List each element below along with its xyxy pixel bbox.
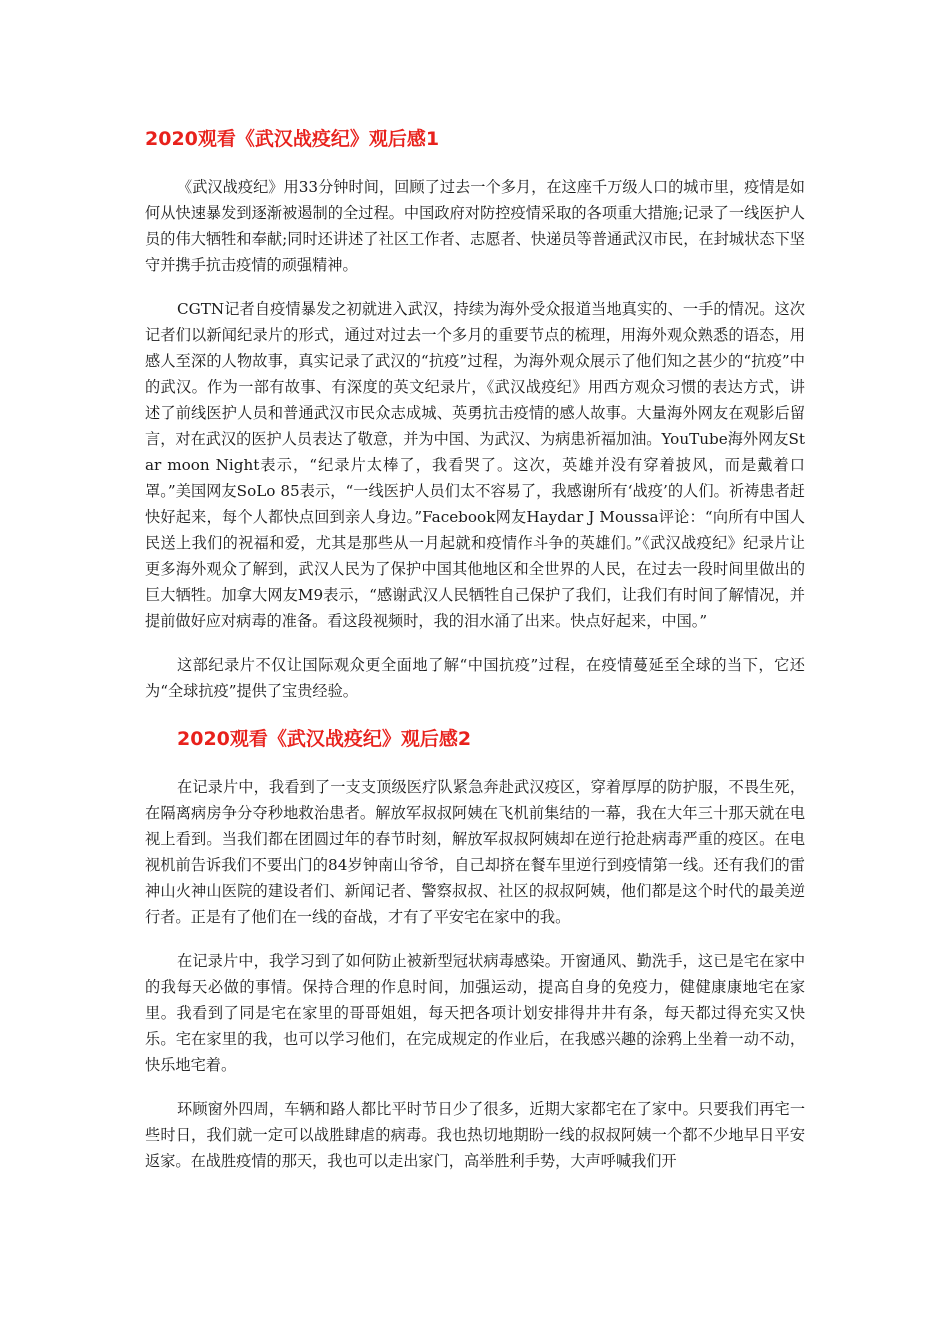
section-2-paragraph: 在记录片中，我学习到了如何防止被新型冠状病毒感染。开窗通风、勤洗手，这已是宅在家中的我每天必做的事情。保持合理的作息时间，加强运动，提高自身的免疫力，健健康康地宅在家里。我看到了同是宅在家里的哥哥姐姐，每天把各项计划安排得井井有条，每天都过得充实又快乐。宅在家里的我，也可以学习他们，在完成规定的作业后，在我感兴趣的涂鸦上坐着一动不动，快乐地宅着。	[145, 952, 805, 1074]
section-2-heading: 2020观看《武汉战疫纪》观后感2	[177, 728, 472, 750]
section-2-paragraph: 环顾窗外四周，车辆和路人都比平时节日少了很多，近期大家都宅在了家中。只要我们再宅一些时日，我们就一定可以战胜肆虐的病毒。我也热切地期盼一线的叔叔阿姨一个都不少地早日平安返家。在战胜疫情的那天，我也可以走出家门，高举胜利手势，大声呼喊我们开	[145, 1100, 805, 1170]
document-content	[145, 122, 805, 1192]
section-1-heading: 2020观看《武汉战疫纪》观后感1	[145, 128, 440, 150]
section-1-paragraph: CGTN记者自疫情暴发之初就进入武汉，持续为海外受众报道当地真实的、一手的情况。这次记者们以新闻纪录片的形式，通过对过去一个多月的重要节点的梳理，用海外观众熟悉的语态，用感人至深的人物故事，真实记录了武汉的“抗疫”过程，为海外观众展示了他们知之甚少的“抗疫”中的武汉。作为一部有故事、有深度的英文纪录片，《武汉战疫纪》用西方观众习惯的表达方式，讲述了前线医护人员和普通武汉市民众志成城、英勇抗击疫情的感人故事。大量海外网友在观影后留言，对在武汉的医护人员表达了敬意，并为中国、为武汉、为病患祈福加油。YouTube海外网友Star moon Night表示，“纪录片太棒了，我看哭了。这次，英雄并没有穿着披风，而是戴着口罩。”美国网友SoLo 85表示，“一线医护人员们太不容易了，我感谢所有‘战疫’的人们。祈祷患者赶快好起来，每个人都快点回到亲人身边。”Facebook网友Haydar J Moussa评论：“向所有中国人民送上我们的祝福和爱，尤其是那些从一月起就和疫情作斗争的英雄们。”《武汉战疫纪》纪录片让更多海外观众了解到，武汉人民为了保护中国其他地区和全世界的人民，在过去一段时间里做出的巨大牺牲。加拿大网友M9表示，“感谢武汉人民牺牲自己保护了我们，让我们有时间了解情况，并提前做好应对病毒的准备。看这段视频时，我的泪水涌了出来。快点好起来，中国。”	[145, 300, 805, 630]
section-1-paragraph: 这部纪录片不仅让国际观众更全面地了解“中国抗疫”过程，在疫情蔓延至全球的当下，它还为“全球抗疫”提供了宝贵经验。	[145, 656, 805, 700]
section-2-paragraph: 在记录片中，我看到了一支支顶级医疗队紧急奔赴武汉疫区，穿着厚厚的防护服，不畏生死，在隔离病房争分夺秒地救治患者。解放军叔叔阿姨在飞机前集结的一幕，我在大年三十那天就在电视上看到。当我们都在团圆过年的春节时刻，解放军叔叔阿姨却在逆行抢赴病毒严重的疫区。在电视机前告诉我们不要出门的84岁钟南山爷爷，自己却挤在餐车里逆行到疫情第一线。还有我们的雷神山火神山医院的建设者们、新闻记者、警察叔叔、社区的叔叔阿姨，他们都是这个时代的最美逆行者。正是有了他们在一线的奋战，才有了平安宅在家中的我。	[145, 778, 805, 926]
section-1-paragraph: 《武汉战疫纪》用33分钟时间，回顾了过去一个多月，在这座千万级人口的城市里，疫情是如何从快速暴发到逐渐被遏制的全过程。中国政府对防控疫情采取的各项重大措施;记录了一线医护人员的伟大牺牲和奉献;同时还讲述了社区工作者、志愿者、快递员等普通武汉市民，在封城状态下坚守并携手抗击疫情的顽强精神。	[145, 178, 805, 274]
